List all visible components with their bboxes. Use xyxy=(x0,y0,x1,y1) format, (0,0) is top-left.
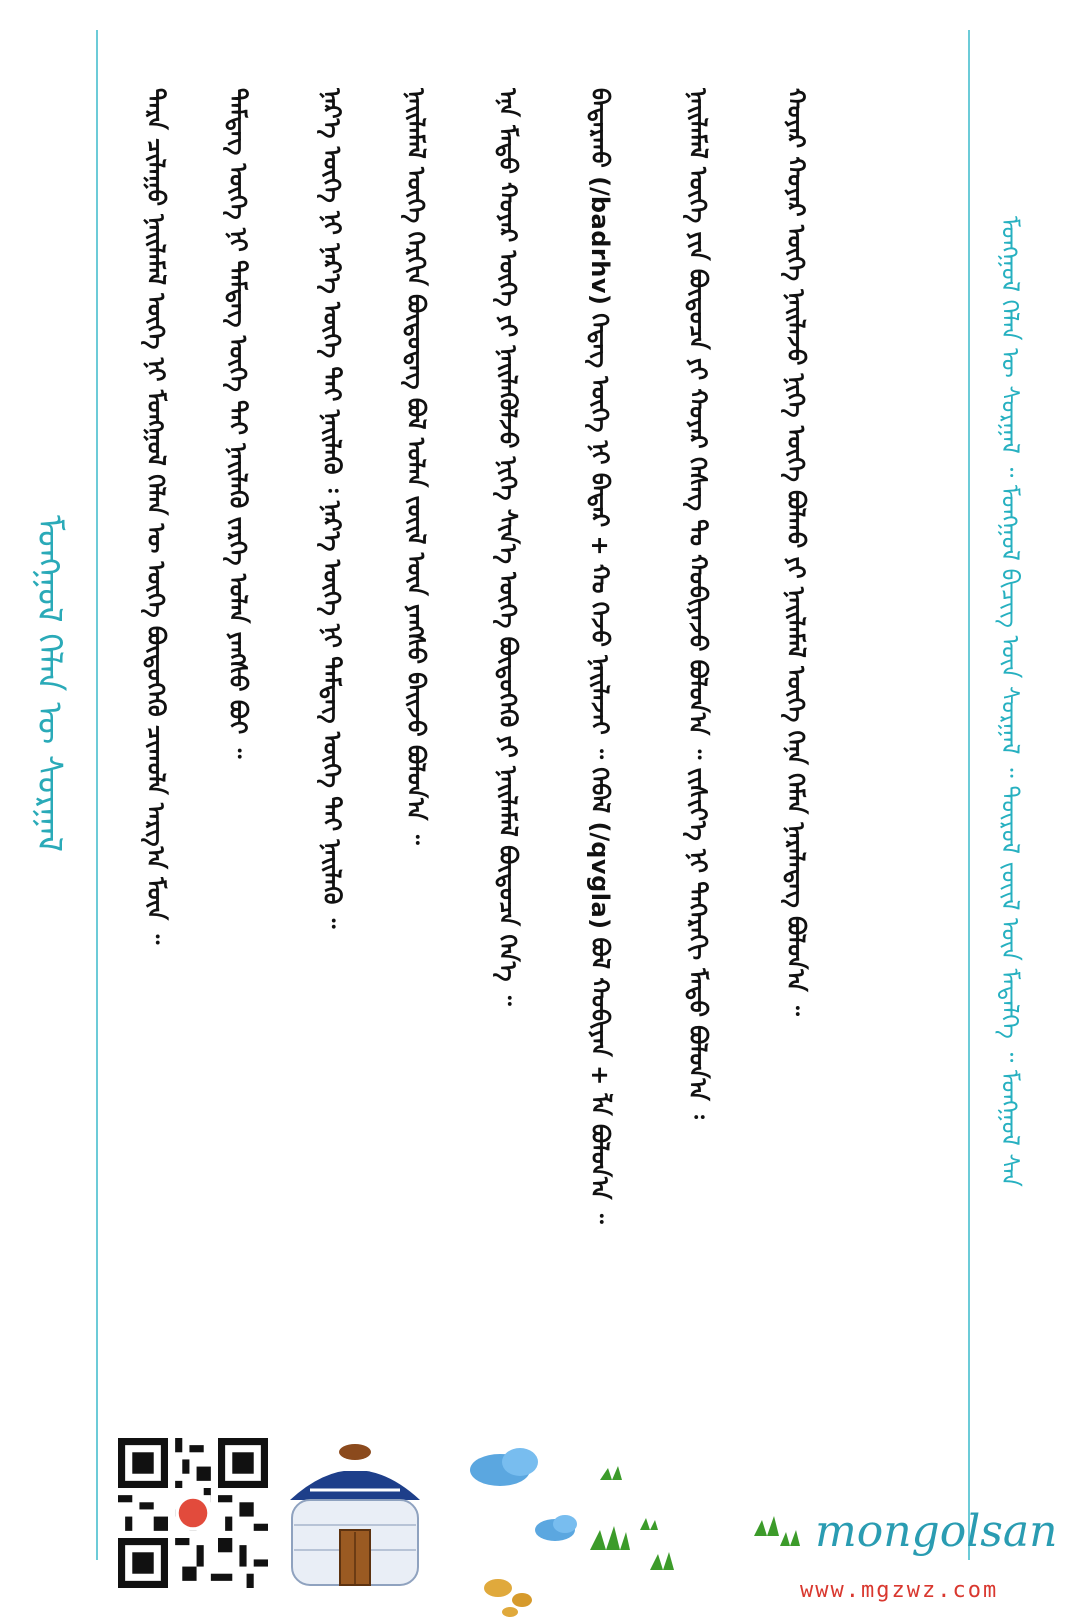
footer-url[interactable]: www.mgzwz.com xyxy=(800,1578,999,1603)
body-line-2: ᠨᠡᠢᠯᠡᠮᠡᠯ ᠦᠭᠡ ᠶᠢᠨ ᠪᠦᠲᠦᠴᠡ ᠶᠢ ᠬᠣᠶᠠᠷ ᠬᠡᠰᠡᠭ ᠲᠤ ᠬᠤᠪᠢᠶᠠᠵᠤ ᠪᠣᠯᠤᠨ᠎ᠠ ᠃ ᠵᠢᠱᠢᠶ᠎ᠡ ᠨᠢ ᠳᠡᠭᠡᠷᠡᠬᠢ ᠮᠡᠲᠦ ᠪᠣᠯᠤᠨ᠎ᠠ ᠄ xyxy=(684,88,712,1119)
body-line-6: ᠨᠡᠷ᠎ᠡ ᠦᠭᠡ ᠨᠢ ᠨᠡᠷ᠎ᠡ ᠦᠭᠡ ᠲᠡᠢ ᠨᠡᠢᠯᠡᠬᠦ ᠄ ᠨᠡᠷ᠎ᠡ ᠦᠭᠡ ᠨᠢ ᠲᠡᠮᠳᠡᠭ ᠦᠭᠡ ᠲᠡᠢ ᠨᠡᠢᠯᠡᠬᠦ ᠃ xyxy=(318,88,346,929)
body-line-3: ᠪᠠᠳᠠᠷᠬᠤ (/badrhv) ᠭᠡᠳᠡᠭ ᠦᠭᠡ ᠨᠢ ᠪᠠᠳᠠᠷ + ᠬᠤ ᠭᠡᠵᠦ ᠨᠡᠢᠯᠡᠵᠡᠢ ᠃ ᠬᠡᠪᠡᠯ (/qvgla) ᠪᠣᠯ ᠬᠤᠪᠢᠶᠠᠨ + ᠯᠠ ᠪᠣᠯᠤᠨ᠎ᠠ ᠃ xyxy=(586,88,614,1224)
right-frame-line xyxy=(968,30,970,1560)
yurt-icon xyxy=(280,1430,430,1600)
side-caption: ᠮᠣᠩᠭᠣᠯ ᠬᠡᠯᠡᠨ ᠦ ᠰᠤᠷᠭᠠᠯ ᠃ ᠮᠣᠩᠭᠣᠯ ᠪᠢᠴᠢᠭ ᠦᠨ ᠰᠤᠷᠭᠠᠯ ᠃ ᠲᠦᠷᠦᠯ ᠵᠦᠢᠯ ᠦᠨ ᠮᠡᠳᠡᠯᠭᠡ ᠃ ᠮᠣᠩᠭᠣᠯ ᠰᠠᠨ xyxy=(996,216,1024,1187)
clouds-icon xyxy=(460,1440,590,1620)
body-line-4: ᠡᠨᠡ ᠮᠡᠲᠦ ᠬᠣᠶᠠᠷ ᠦᠭᠡ ᠶᠢ ᠨᠡᠢᠯᠡᠭᠦᠯᠵᠦ ᠨᠢᠭᠡ ᠰᠢᠨ᠎ᠡ ᠦᠭᠡ ᠪᠦᠲᠦᠭᠡᠬᠦ ᠶᠢ ᠨᠡᠢᠯᠡᠮᠡᠯ ᠪᠦᠲᠦᠴᠡ ᠭᠡᠨ᠎ᠡ ᠃ xyxy=(494,88,522,1006)
qr-code-icon xyxy=(118,1438,268,1588)
page-title: ᠮᠣᠩᠭᠣᠯ ᠬᠡᠯᠡᠨ ᠦ ᠰᠤᠷᠭᠠᠯ xyxy=(29,515,69,852)
body-line-1: ᠬᠣᠶᠠᠷ ᠬᠣᠶᠠᠷ ᠦᠭᠡ ᠨᠡᠢᠯᠡᠵᠦ ᠨᠢᠭᠡ ᠦᠭᠡ ᠪᠣᠯᠬᠤ ᠶᠢ ᠨᠡᠢᠯᠡᠮᠡᠯ ᠦᠭᠡ ᠭᠡᠨᠡ ᠬᠡᠮᠡᠨ ᠨᠡᠷᠡᠯᠡᠳᠡᠭ ᠪᠣᠯᠤᠨ᠎ᠠ ᠃ xyxy=(782,88,810,1016)
body-line-8: ᠲᠡᠷᠡ ᠴᠢᠯᠠᠭᠤ ᠨᠡᠢᠯᠡᠮᠡᠯ ᠦᠭᠡ ᠨᠢ ᠮᠣᠩᠭᠣᠯ ᠬᠡᠯᠡᠨ ᠦ ᠦᠭᠡ ᠪᠦᠲᠦᠭᠡᠬᠦ ᠴᠢᠬᠤᠯᠠ ᠠᠷᠭ᠎ᠠ ᠮᠥᠨ ᠃ xyxy=(142,88,170,945)
body-line-7: ᠲᠡᠮᠳᠡᠭ ᠦᠭᠡ ᠨᠢ ᠲᠡᠮᠳᠡᠭ ᠦᠭᠡ ᠲᠡᠢ ᠨᠡᠢᠯᠡᠬᠦ ᠵᠡᠷᠭᠡ ᠣᠯᠠᠨ ᠶᠠᠩᠰᠤ ᠪᠤᠢ ᠃ xyxy=(224,88,252,759)
body-line-5: ᠨᠡᠢᠯᠡᠮᠡᠯ ᠦᠭᠡ ᠬᠡᠷᠬᠢᠨ ᠪᠦᠲᠦᠳᠡᠭ ᠪᠣᠯ ᠣᠯᠠᠨ ᠵᠦᠢᠯ ᠦᠨ ᠶᠠᠩᠰᠤ ᠪᠠᠢᠵᠤ ᠪᠣᠯᠤᠨ᠎ᠠ ᠃ xyxy=(402,88,430,845)
brand-grass-icon xyxy=(750,1496,810,1552)
grass-icon xyxy=(590,1460,710,1610)
brand-logo-text: mongolsan xyxy=(815,1506,1058,1557)
left-frame-line xyxy=(96,30,98,1560)
